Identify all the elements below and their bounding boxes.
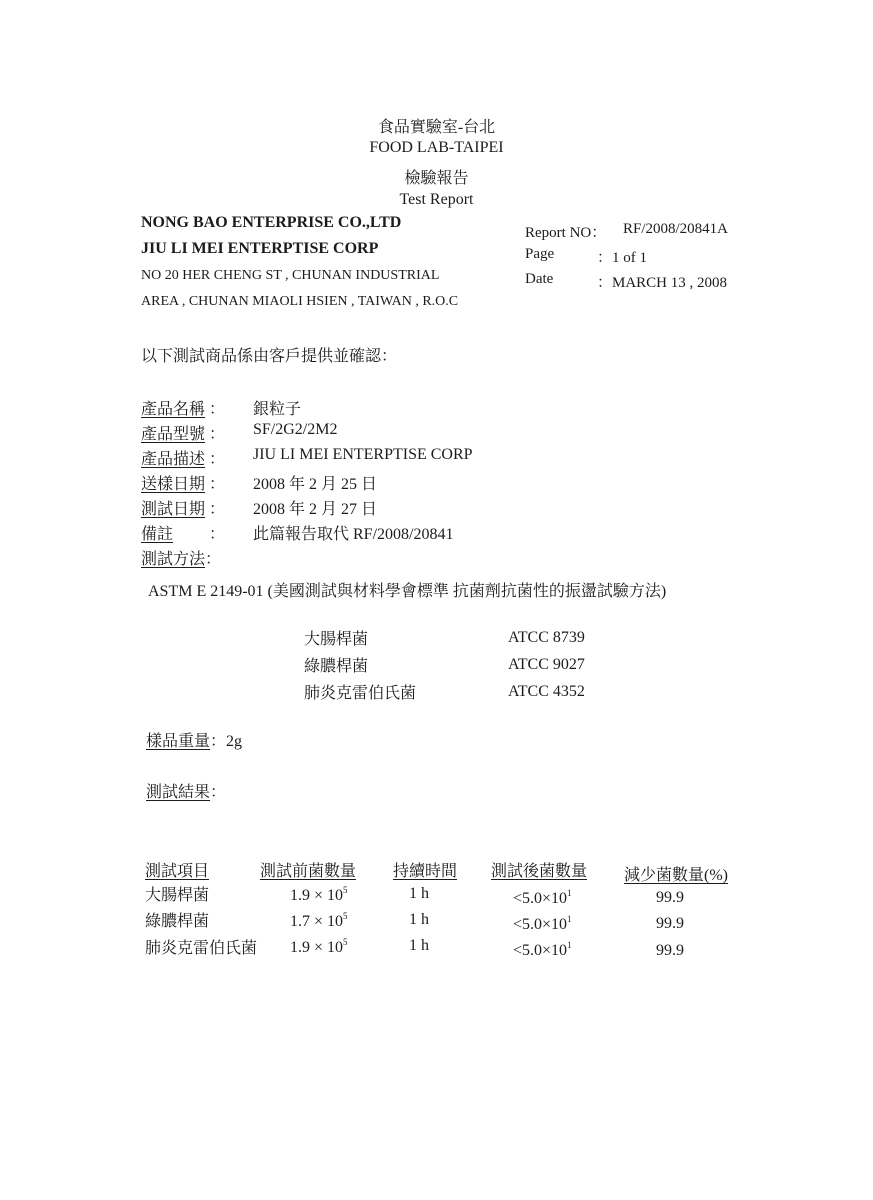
bacteria-name: 肺炎克雷伯氏菌 bbox=[304, 685, 417, 702]
table-cell-reduction: 99.9 bbox=[656, 889, 684, 906]
client-address-2: AREA , CHUNAN MIAOLI HSIEN , TAIWAN , R.O.C bbox=[141, 294, 459, 309]
field-label: 測試日期 bbox=[141, 501, 206, 518]
test-results-label: 測試結果 bbox=[146, 784, 211, 801]
field-label: 備註 bbox=[141, 526, 174, 543]
table-cell-before: $1.7 \times 10^5$ bbox=[290, 911, 348, 930]
field-colon: ： bbox=[205, 551, 222, 568]
table-header-item: 測試項目 bbox=[145, 863, 210, 880]
field-value: SF/2G2/2M2 bbox=[253, 421, 338, 438]
bacteria-name: 大腸桿菌 bbox=[304, 631, 369, 648]
field-value: 此篇報告取代 RF/2008/20841 bbox=[253, 526, 454, 543]
table-cell-duration: 1 h bbox=[409, 911, 429, 928]
sample-weight-label: 樣品重量 bbox=[146, 733, 211, 750]
test-results-heading bbox=[146, 779, 226, 802]
client-address-1: NO 20 HER CHENG ST , CHUNAN INDUSTRIAL bbox=[141, 268, 440, 283]
page-label: Page bbox=[525, 246, 555, 262]
bacteria-atcc: ATCC 8739 bbox=[508, 629, 585, 646]
table-header-before: 測試前菌數量 bbox=[260, 863, 357, 880]
page-value: ：1 of 1 bbox=[597, 250, 647, 266]
table-header-duration: 持續時間 bbox=[393, 863, 458, 880]
field-label: 產品描述 bbox=[141, 451, 206, 468]
table-cell-duration: 1 h bbox=[409, 885, 429, 902]
table-header-reduction: 減少菌數量(%) bbox=[624, 867, 728, 884]
table-cell-after: $<5.0\times 10^1$ bbox=[513, 940, 572, 959]
report-title-zh: 檢驗報告 bbox=[404, 170, 469, 187]
sample-weight-value: ：2g bbox=[210, 733, 243, 750]
test-results-colon: ： bbox=[210, 784, 227, 801]
lab-name-en: FOOD LAB-TAIPEI bbox=[369, 139, 504, 156]
field-colon: ： bbox=[209, 426, 226, 443]
field-value: JIU LI MEI ENTERPTISE CORP bbox=[253, 446, 473, 463]
table-cell-reduction: 99.9 bbox=[656, 915, 684, 932]
field-value: 銀粒子 bbox=[253, 401, 302, 418]
field-colon: ： bbox=[209, 526, 226, 543]
lab-name-zh: 食品實驗室-台北 bbox=[377, 119, 496, 136]
field-label: 測試方法 bbox=[141, 551, 206, 568]
client-company-2: JIU LI MEI ENTERPTISE CORP bbox=[141, 240, 379, 257]
field-colon: ： bbox=[209, 401, 226, 418]
table-cell-after: $<5.0\times 10^1$ bbox=[513, 888, 572, 907]
date-value: ：MARCH 13 , 2008 bbox=[597, 275, 728, 291]
field-value: 2008 年 2 月 25 日 bbox=[253, 476, 378, 493]
field-label: 送樣日期 bbox=[141, 476, 206, 493]
intro-statement: 以下測試商品係由客戶提供並確認： bbox=[141, 348, 398, 365]
field-colon: ： bbox=[209, 451, 226, 468]
test-method-standard: ASTM E 2149-01 (美國測試與材料學會標準 抗菌劑抗菌性的振盪試驗方法) bbox=[148, 583, 667, 600]
table-cell-reduction: 99.9 bbox=[656, 942, 684, 959]
field-value: 2008 年 2 月 27 日 bbox=[253, 501, 378, 518]
report-title-en: Test Report bbox=[399, 191, 474, 208]
table-header-after: 測試後菌數量 bbox=[491, 863, 588, 880]
table-cell-duration: 1 h bbox=[409, 937, 429, 954]
table-cell-after: $<5.0\times 10^1$ bbox=[513, 914, 572, 933]
field-colon: ： bbox=[209, 476, 226, 493]
table-cell-before: $1.9 \times 10^5$ bbox=[290, 885, 348, 904]
bacteria-atcc: ATCC 4352 bbox=[508, 683, 585, 700]
table-cell-item: 大腸桿菌 bbox=[145, 887, 210, 904]
bacteria-atcc: ATCC 9027 bbox=[508, 656, 585, 673]
table-cell-before: $1.9 \times 10^5$ bbox=[290, 937, 348, 956]
report-no-value: RF/2008/20841A bbox=[623, 221, 729, 237]
table-cell-item: 綠膿桿菌 bbox=[145, 913, 210, 930]
client-company-1: NONG BAO ENTERPRISE CO.,LTD bbox=[141, 214, 402, 231]
bacteria-name: 綠膿桿菌 bbox=[304, 658, 369, 675]
date-label: Date bbox=[525, 271, 554, 287]
table-cell-item: 肺炎克雷伯氏菌 bbox=[145, 940, 258, 957]
report-no-label: Report NO： bbox=[525, 225, 607, 241]
field-label: 產品名稱 bbox=[141, 401, 206, 418]
field-label: 產品型號 bbox=[141, 426, 206, 443]
sample-weight bbox=[146, 728, 242, 751]
field-colon: ： bbox=[209, 501, 226, 518]
